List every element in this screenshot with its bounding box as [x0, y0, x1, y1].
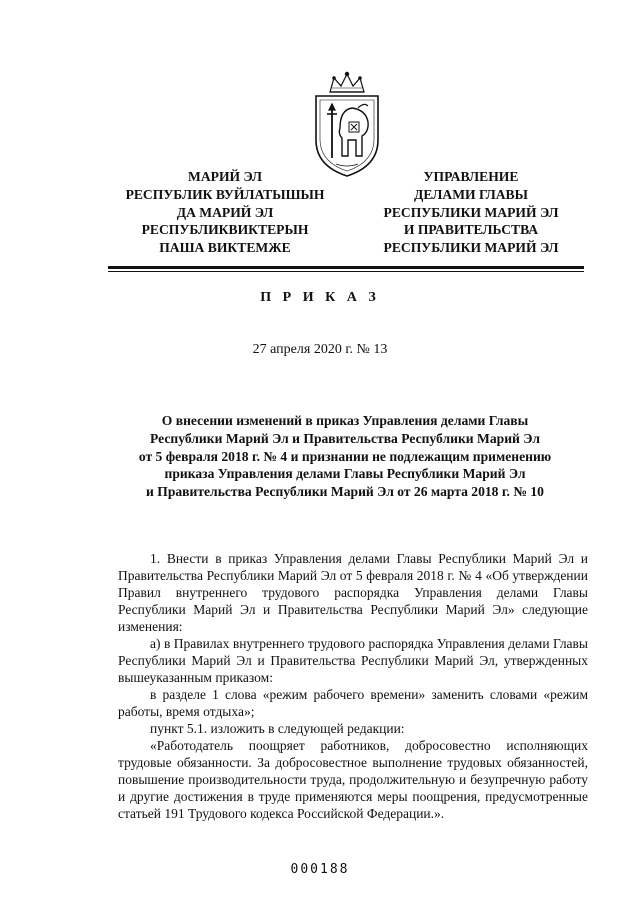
header-left-line: ДА МАРИЙ ЭЛ — [176, 204, 274, 220]
header-left-line: РЕСПУБЛИКВИКТЕРЫН — [141, 222, 309, 238]
body-paragraph: в разделе 1 слова «режим рабочего времени» заменить словами «режим работы, время отдыха»; — [118, 687, 588, 719]
document-title-line: и Правительства Республики Марий Эл от 26 марта 2018 г. № 10 — [146, 484, 544, 500]
body-paragraph: 1. Внести в приказ Управления делами Главы Республики Марий Эл и Правительства Республики Марий Эл от 5 февраля 2018 г. № 4 «Об утверждении Правил внутреннего трудового распорядка Управления делами Главы Республики Марий Эл и Правительства Республики Марий Эл» следующие изменения: — [118, 551, 588, 634]
document-type: П Р И К А З — [260, 290, 380, 305]
header-divider-thin — [108, 271, 584, 272]
header-left-line: МАРИЙ ЭЛ — [188, 169, 262, 184]
header-right-line: РЕСПУБЛИКИ МАРИЙ ЭЛ — [383, 204, 559, 220]
header-divider-thick — [108, 266, 584, 269]
header-right-line: И ПРАВИТЕЛЬСТВА — [403, 222, 539, 238]
body-paragraph: «Работодатель поощряет работников, добросовестно исполняющих трудовые обязанности. За добросовестное выполнение трудовых обязанностей, повышение производительности труда, продолжительную и безупречную работу и другие достижения в труде применяются меры поощрения, предусмотренные статьей 191 Трудового кодекса Российской Федерации.». — [118, 738, 588, 821]
header-left-title — [108, 168, 342, 257]
document-title-line: О внесении изменений в приказ Управления делами Главы — [161, 413, 529, 428]
body-paragraph: а) в Правилах внутреннего трудового распорядка Управления делами Главы Республики Марий Эл и Правительства Республики Марий Эл, утвержденных вышеуказанным приказом: — [118, 636, 588, 685]
document-title-line: Республики Марий Эл и Правительства Республики Марий Эл — [150, 430, 540, 446]
header-left-line: ПАША ВИКТЕМЖЕ — [159, 240, 291, 256]
document-title-line: от 5 февраля 2018 г. № 4 и признании не подлежащим применению — [138, 448, 552, 464]
document-date-number: 27 апреля 2020 г. № 13 — [252, 342, 388, 357]
body-paragraph: пункт 5.1. изложить в следующей редакции: — [150, 721, 405, 736]
header-right-line: РЕСПУБЛИКИ МАРИЙ ЭЛ — [383, 240, 559, 256]
header-right-line: ДЕЛАМИ ГЛАВЫ — [414, 186, 528, 202]
document-body — [118, 550, 588, 822]
header-right-line: УПРАВЛЕНИЕ — [423, 169, 519, 184]
document-serial-number: 000188 — [290, 862, 350, 877]
document-title — [100, 412, 590, 501]
header-left-line: РЕСПУБЛИК ВУЙЛАТЫШЫН — [125, 186, 325, 202]
header-right-title — [366, 168, 576, 257]
document-title-line: приказа Управления делами Главы Республики Марий Эл — [164, 466, 526, 482]
mari-el-coat-of-arms-icon — [312, 70, 382, 180]
